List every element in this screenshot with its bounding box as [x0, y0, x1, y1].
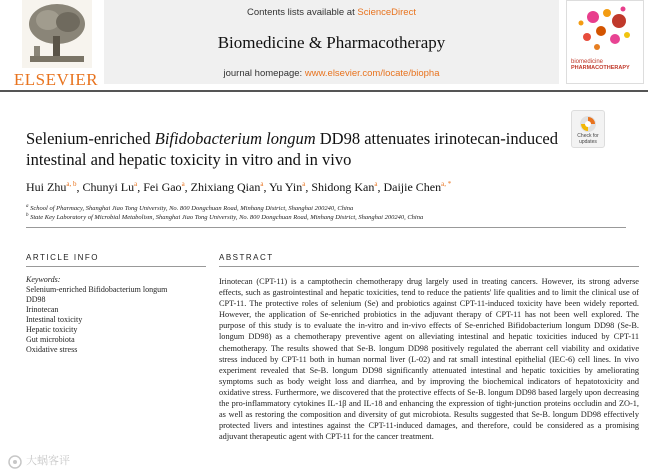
abstract-heading: ABSTRACT: [219, 253, 274, 262]
watermark-text: 大蜗客评: [26, 454, 70, 467]
journal-header: [104, 0, 559, 84]
journal-cover[interactable]: [566, 0, 644, 84]
abstract-text: Irinotecan (CPT-11) is a camptothecin chemotherapy drug largely used in treating cancers. However, its strong adverse effects, such as gastrointestinal and hepatic toxicities, tend to reduce the patients' life qualities and to limit the clinical use of CPT-11. The protective roles of selenium (Se) and probiotics against CPT-11-induced toxicity have been widely reported. However, the application of Se-enriched probiotics in the adjuvant therapy of CPT-11 has not been well explored. The purpose of this study is to evaluate the in-vitro and in-vivo effects of Se-enriched Bifidobacterium longum DD98 (Se-B. longum DD98) as a chemotherapy preventive agent on alleviating intestinal and hepatic toxicities induced by CPT-11 chemotherapy. The results showed that Se-B. longum DD98 positively regulated the aberrant cell viability and oxidative stress induced by CPT-11 both in human normal liver (L-02) and rat small intestinal epithelial (IEC-6) cell lines. In vivo experiment revealed that Se-B. longum DD98 significantly attenuated intestinal and hepatic toxicities by ameliorating symptoms such as body weight loss and diarrhea, and by improving the biochemical indicators of hepatotoxicity and oxidative stress. Furthermore, we discovered that the protective effects of Se-B. longum DD98 based largely upon decreasing the pro-inflammatory cytokines IL-1β and IL-18 and enhancing the expression of tight-junction proteins occludin and ZO-1, as well as restoring the composition and diversity of gut microbiota. Results suggested that Se-B. longum DD98 effectively protected livers and intestines against the CPT-11-induced damages, and therefore, could be considered as a promising adjuvant therapeutic agent with CPT-11 for the cancer treatment.: [219, 277, 639, 442]
elsevier-logo[interactable]: [6, 0, 99, 89]
keyword-item[interactable]: Gut microbiota: [26, 335, 75, 344]
keyword-item[interactable]: DD98: [26, 295, 46, 304]
author[interactable]: Zhixiang Qian$^a$: [190, 180, 264, 194]
keyword-item[interactable]: Selenium-enriched Bifidobacterium longum: [26, 285, 168, 294]
watermark: [6, 452, 106, 472]
article-info-heading: ARTICLE INFO: [26, 253, 99, 262]
cover-title-line1: biomedicine: [571, 59, 604, 65]
journal-title[interactable]: Biomedicine & Pharmacotherapy: [217, 33, 446, 52]
check-updates-label: Check for updates: [577, 133, 599, 145]
check-updates-icon: [579, 115, 597, 133]
author[interactable]: Hui Zhu$^{a, b}$: [26, 180, 77, 194]
article-info-divider: [26, 266, 206, 267]
keyword-item[interactable]: Hepatic toxicity: [26, 325, 78, 334]
author[interactable]: Yu Yin$^a$: [269, 180, 306, 194]
title-part-2: DD98 attenuates irinotecan-induced intestinal and hepatic toxicity in vitro and in vivo: [26, 129, 558, 169]
homepage-prefix: journal homepage:: [223, 68, 305, 79]
cover-art-icon: [573, 3, 637, 55]
cover-title-line2: PHARMACOTHERAPY: [571, 65, 630, 71]
header-divider: [0, 90, 648, 92]
contents-line: [104, 7, 559, 18]
contents-prefix: Contents lists available at: [247, 7, 358, 18]
author[interactable]: Chunyi Lu$^a$: [82, 180, 138, 194]
abstract-divider: [219, 266, 639, 267]
title-part-italic: Bifidobacterium longum: [154, 129, 316, 148]
homepage-link[interactable]: www.elsevier.com/locate/biopha: [304, 68, 440, 79]
author[interactable]: Shidong Kan$^a$: [311, 180, 378, 194]
journal-homepage: [104, 68, 559, 79]
keyword-item[interactable]: Irinotecan: [26, 305, 59, 314]
check-for-updates-button[interactable]: [571, 110, 605, 148]
keyword-item[interactable]: Intestinal toxicity: [26, 315, 83, 324]
author[interactable]: Fei Gao$^a$: [143, 180, 185, 194]
title-divider: [26, 227, 626, 228]
author[interactable]: Daijie Chen$^{a, *}$: [383, 180, 452, 194]
article-title: [26, 128, 571, 170]
elsevier-wordmark: ELSEVIER: [13, 70, 99, 89]
affiliation: $^b$ State Key Laboratory of Microbial Metabolism, Shanghai Jiao Tong University, No. 800 Dongchuan Road, Minhang District, Shanghai 200240, China: [26, 213, 424, 222]
watermark-icon: [8, 455, 22, 469]
elsevier-tree-icon: [22, 0, 92, 68]
sciencedirect-link[interactable]: ScienceDirect: [357, 7, 416, 18]
affiliation: $^a$ School of Pharmacy, Shanghai Jiao Tong University, No. 800 Dongchuan Road, Minhang District, Shanghai 200240, China: [26, 204, 354, 213]
author-list: Hui Zhu$^{a, b}$, Chunyi Lu$^a$, Fei Gao$^a$, Zhixiang Qian$^a$, Yu Yin$^a$, Shidong Kan$^a$, Daijie Chen$^{a, *}$: [26, 180, 452, 194]
keyword-item[interactable]: Oxidative stress: [26, 345, 78, 354]
keywords-label: Keywords:: [26, 275, 61, 284]
title-part-1: Selenium-enriched: [26, 129, 155, 148]
